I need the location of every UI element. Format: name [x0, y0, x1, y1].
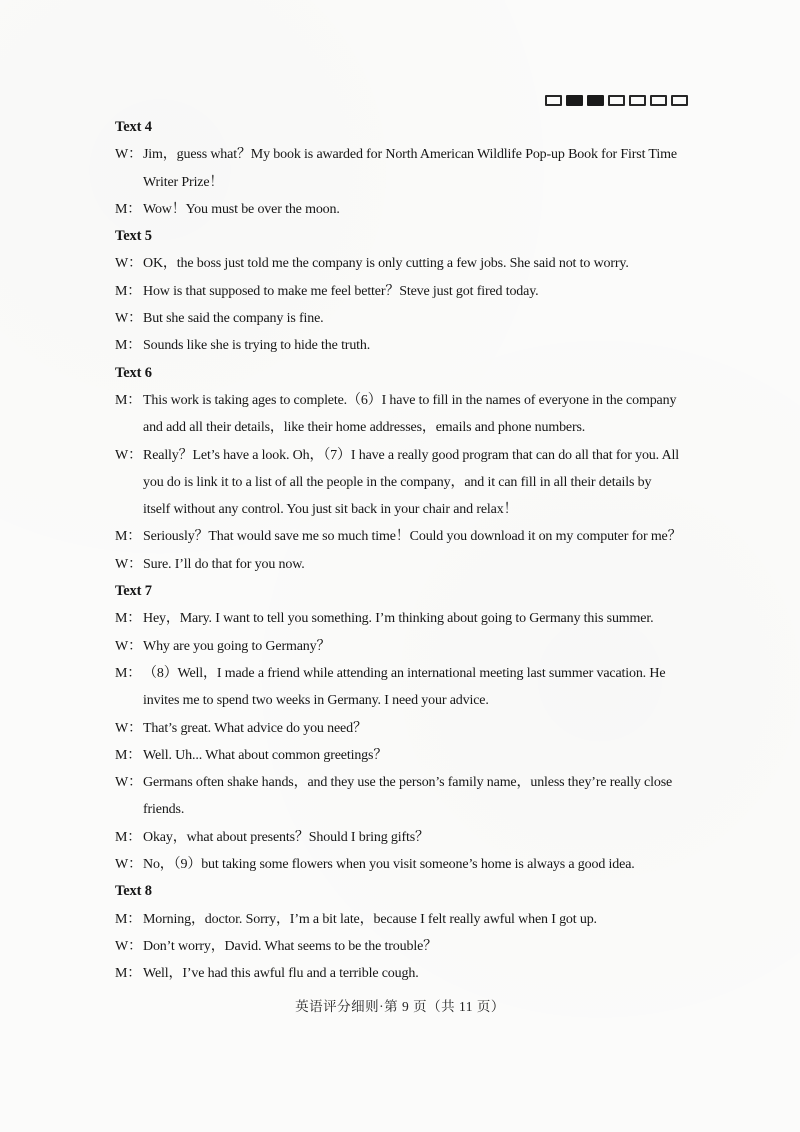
dialogue-text: itself without any control. You just sit back in your chair and relax！ — [143, 502, 518, 518]
speaker-label: W： — [115, 311, 142, 327]
dialogue-line — [115, 250, 695, 277]
progress-square-empty — [545, 95, 562, 106]
dialogue-text: OK，the boss just told me the company is only cutting a few jobs. She said not to worry. — [143, 256, 629, 272]
speaker-label: W： — [115, 256, 142, 272]
dialogue-text: Seriously？That would save me so much time！Could you download it on my computer for me？ — [143, 529, 682, 545]
dialogue-line — [115, 933, 695, 960]
dialogue-text: Jim，guess what？My book is awarded for North American Wildlife Pop-up Book for First Time — [143, 147, 677, 163]
speaker-label: W： — [115, 720, 142, 736]
progress-square-filled — [566, 95, 583, 106]
page-footer: 英语评分细则·第 9 页（共 11 页） — [295, 999, 505, 1014]
dialogue-line — [115, 824, 695, 851]
speaker-label: M： — [115, 529, 142, 545]
dialogue-line — [115, 442, 695, 524]
speaker-label: M： — [115, 392, 142, 408]
dialogue-text: No，（9）but taking some flowers when you visit someone’s home is always a good idea. — [143, 857, 635, 873]
speaker-label: M： — [115, 665, 142, 681]
dialogue-text: friends. — [143, 802, 185, 818]
speaker-label: W： — [115, 147, 142, 163]
speaker-label: M： — [115, 747, 142, 763]
speaker-label: M： — [115, 829, 142, 845]
progress-square-filled — [587, 95, 604, 106]
progress-square-empty — [629, 95, 646, 106]
speaker-label: W： — [115, 447, 142, 463]
dialogue-text: This work is taking ages to complete.（6）I have to fill in the names of everyone in the company — [143, 392, 677, 408]
dialogue-text: and add all their details，like their home addresses，emails and phone numbers. — [143, 420, 586, 436]
speaker-label: M： — [115, 911, 142, 927]
dialogue-line — [115, 551, 695, 578]
dialogue-line — [115, 851, 695, 878]
dialogue-line — [115, 660, 695, 715]
section-title: Text 4 — [115, 119, 152, 135]
dialogue-text: How is that supposed to make me feel better？Steve just got fired today. — [143, 283, 539, 299]
speaker-label: M： — [115, 966, 142, 982]
speaker-label: W： — [115, 775, 142, 791]
dialogue-line — [115, 769, 695, 824]
dialogue-line — [115, 960, 695, 987]
dialogue-text: Wow！You must be over the moon. — [143, 201, 340, 217]
dialogue-text: Well. Uh... What about common greetings？ — [143, 747, 388, 763]
dialogue-text: Morning，doctor. Sorry，I’m a bit late，because I felt really awful when I got up. — [143, 911, 597, 927]
dialogue-text: （8）Well，I made a friend while attending an international meeting last summer vacation. He — [143, 665, 666, 681]
speaker-label: M： — [115, 338, 142, 354]
dialogue-line — [115, 523, 695, 550]
dialogue-text: you do is link it to a list of all the people in the company，and it can fill in all their details by — [143, 474, 652, 490]
dialogue-line — [115, 196, 695, 223]
dialogue-text: But she said the company is fine. — [143, 311, 324, 327]
progress-square-empty — [650, 95, 667, 106]
dialogue-line — [115, 305, 695, 332]
dialogue-line — [115, 332, 695, 359]
section-title: Text 7 — [115, 583, 152, 600]
speaker-label: M： — [115, 283, 142, 299]
dialogue-line — [115, 906, 695, 933]
dialogue-text: Don’t worry，David. What seems to be the trouble？ — [143, 938, 437, 954]
dialogue-text: Sounds like she is trying to hide the truth. — [143, 338, 371, 354]
speaker-label: M： — [115, 201, 142, 217]
speaker-label: W： — [115, 938, 142, 954]
dialogue-text: Writer Prize！ — [143, 174, 224, 190]
dialogue-text: Well，I’ve had this awful flu and a terrible cough. — [143, 966, 419, 982]
dialogue-line — [115, 715, 695, 742]
dialogue-text: That’s great. What advice do you need？ — [143, 720, 367, 736]
dialogue-line — [115, 605, 695, 632]
progress-square-empty — [671, 95, 688, 106]
speaker-label: W： — [115, 638, 142, 654]
dialogue-line — [115, 141, 695, 196]
dialogue-text: Hey，Mary. I want to tell you something. I’m thinking about going to Germany this summer. — [143, 611, 654, 627]
dialogue-text: invites me to spend two weeks in Germany. I need your advice. — [143, 693, 489, 709]
dialogue-line — [115, 633, 695, 660]
dialogue-line — [115, 742, 695, 769]
transcript-content — [115, 114, 695, 988]
section-title: Text 5 — [115, 228, 152, 245]
dialogue-text: Why are you going to Germany？ — [143, 638, 331, 654]
dialogue-text: Okay，what about presents？Should I bring gifts？ — [143, 829, 429, 845]
progress-square-empty — [608, 95, 625, 106]
section-title: Text 8 — [115, 883, 152, 900]
dialogue-text: Really？Let’s have a look. Oh，（7）I have a really good program that can do all that for you. All — [143, 447, 680, 463]
dialogue-text: Sure. I’ll do that for you now. — [143, 556, 305, 572]
dialogue-line — [115, 387, 695, 442]
dialogue-text: Germans often shake hands，and they use the person’s family name，unless they’re really close — [143, 775, 673, 791]
speaker-label: W： — [115, 556, 142, 572]
dialogue-line — [115, 278, 695, 305]
progress-indicator — [545, 95, 688, 106]
speaker-label: W： — [115, 857, 142, 873]
section-title: Text 6 — [115, 364, 152, 381]
speaker-label: M： — [115, 611, 142, 627]
